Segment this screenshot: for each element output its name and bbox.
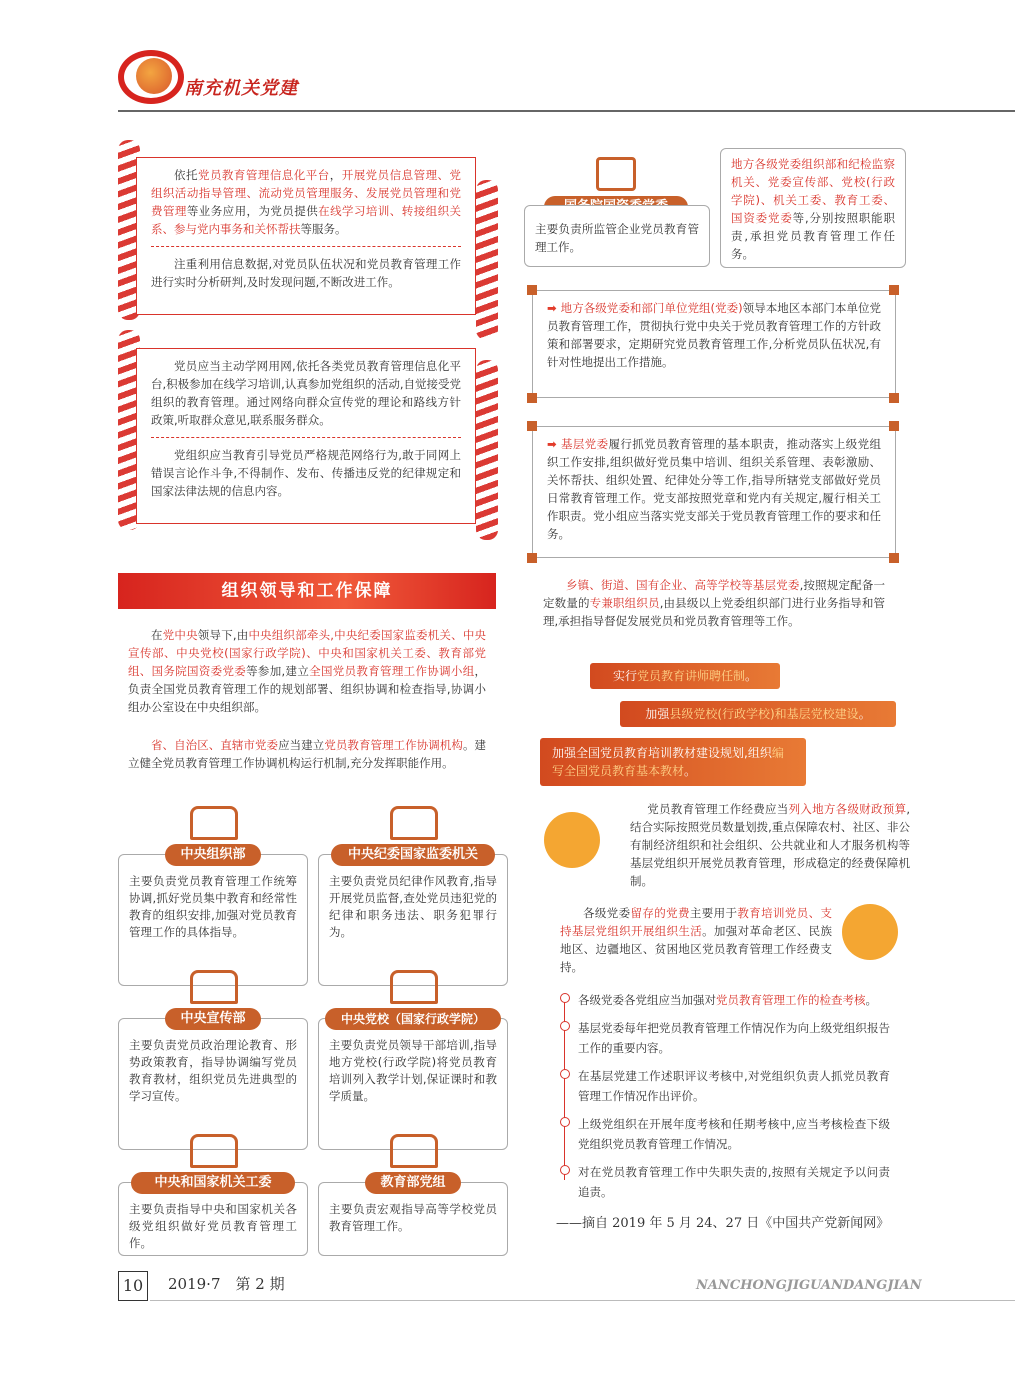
- highlight-text: 地方各级党委和部门单位党组(党委): [560, 301, 743, 315]
- department-desc: 主要负责指导中央和国家机关各级党组织做好党员教育管理工作。: [129, 1202, 297, 1250]
- arrow-right-icon: ➡: [547, 301, 561, 315]
- body-text: 上级党组织在开展年度考核和任期考核中,应当考核检查下级党组织党员教育管理工作情况。: [578, 1117, 890, 1151]
- network-behavior-paragraph: 党组织应当教育引导党员严格规范网络行为,敢于同网上错误言论作斗争,不得制作、发布、传播违反党的纪律规定和国家法律法规的信息内容。: [151, 448, 461, 498]
- list-item-text: [578, 1117, 890, 1151]
- textbook-banner: 加强全国党员教育培训教材建设规划,组织编写全国党员教育基本教材。: [540, 738, 806, 786]
- list-item-text: [578, 993, 877, 1007]
- body-text: 在基层党建工作述职评议考核中,对党组织负责人抓党员教育管理工作情况作出评价。: [578, 1069, 890, 1103]
- people-icon: [190, 806, 238, 840]
- corner-square-decoration: [889, 421, 899, 431]
- department-desc-box: [118, 854, 308, 986]
- list-item: [560, 1018, 890, 1058]
- highlight-text: 中央组织部牵头,中央纪委国家监委机关、中央宣传部、中央党校(国家行政学院)、中央和国家机关工委、教育部党组、国务院国资委党委: [128, 628, 487, 678]
- body-text: 。加强对革命老区、民族地区、边疆地区、贫困地区党员教育管理工作经费支持。: [560, 924, 833, 974]
- highlight-text: 党中央: [162, 628, 198, 642]
- body-text: 领导下,由: [197, 628, 249, 642]
- list-item: [560, 1114, 890, 1154]
- circle-bullet-icon: [560, 1021, 570, 1031]
- header-divider: [118, 110, 1015, 112]
- body-text: 基层党委每年把党员教育管理工作情况作为向上级党组织报告工作的重要内容。: [578, 1021, 890, 1055]
- department-desc: 主要负责党员教育管理工作统筹协调,抓好党员集中教育和经常性教育的组织安排,加强对党员教育管理工作的具体指导。: [129, 874, 297, 939]
- footer-brand: NANCHONGJIGUANDANGJIAN: [696, 1278, 922, 1293]
- department-desc: 主要负责宏观指导高等学校党员教育管理工作。: [329, 1202, 497, 1233]
- highlight-text: 全国党员教育管理工作协调小组: [309, 664, 475, 678]
- logo-ball-icon: [136, 58, 172, 94]
- issue-info: 2019·7 第 2 期: [168, 1275, 285, 1293]
- list-item-text: [578, 1021, 890, 1055]
- body-text: 党员教育管理工作经费应当: [647, 802, 789, 816]
- list-item-text: [578, 1165, 890, 1199]
- department-label: 中央党校（国家行政学院）: [325, 1008, 501, 1030]
- circle-bullet-icon: [560, 1165, 570, 1175]
- data-analysis-paragraph: 注重利用信息数据,对党员队伍状况和党员教育管理工作进行实时分析研判,及时发现问题,不断改进工作。: [151, 257, 461, 289]
- circle-bullet-icon: [560, 1069, 570, 1079]
- local-party-committee-box: [532, 290, 896, 398]
- inspection-list: [560, 990, 890, 1210]
- body-text: 履行抓党员教育管理的基本职责，推动落实上级党组织工作安排,组织做好党员集中培训、组织关系管理、表彰激励、关怀帮扶、组织处置、纪律处分等工作,指导所辖党支部做好党员日常教育管理工作。党支部按照党章和党内有关规定,履行相关工作职责。党小组应当落实党支部关于党员教育管理工作的要求和任务。: [547, 437, 882, 541]
- body-text: 等,分别按照职能职责,承担党员教育管理工作任务。: [731, 211, 895, 261]
- corner-square-decoration: [527, 421, 537, 431]
- body-text: ,由县级以上党委组织部门进行业务指导和管理,承担指导督促发展党员和党员教育管理等工作。: [543, 596, 886, 628]
- inspection-doc-icon: [390, 806, 438, 840]
- department-desc-box: [318, 854, 508, 986]
- info-platform-box: [136, 157, 476, 315]
- body-text: 领导本地区本部门本单位党员教育管理工作，贯彻执行党中央关于党员教育管理工作的方针政策和部署要求，定期研究党员教育管理工作,分析党员队伍状况,有针对性地提出工作措施。: [547, 301, 882, 369]
- arrow-right-icon: ➡: [547, 437, 562, 451]
- magazine-title: 南充机关党建: [184, 78, 298, 99]
- list-item: [560, 1066, 890, 1106]
- department-label: 中央和国家机关工委: [131, 1172, 295, 1194]
- grassroots-committee-text: [547, 437, 881, 541]
- highlight-text: 乡镇、街道、国有企业、高等学校等基层党委: [566, 578, 800, 592]
- corner-square-decoration: [527, 285, 537, 295]
- highlight-text: 地方各级党委组织部和纪检监察机关、党委宣传部、党校(行政学院)、机关工委、教育工委、国资委党委: [731, 157, 895, 225]
- department-label: 中央组织部: [165, 844, 261, 866]
- department-label: 中央宣传部: [165, 1008, 261, 1030]
- corner-square-decoration: [889, 393, 899, 403]
- corner-square-decoration: [889, 285, 899, 295]
- circle-bullet-icon: [560, 993, 570, 1003]
- party-fee-paragraph: [560, 904, 832, 976]
- laurel-right-decoration: [476, 360, 498, 540]
- body-text: ，: [329, 168, 342, 182]
- body-text: 各级党委各党组应当加强对: [578, 993, 716, 1007]
- highlight-text: 列入地方各级财政预算: [788, 802, 907, 816]
- highlight-text: 党员教育管理工作的检查考核: [716, 993, 866, 1007]
- highlight-text: 在线学习培训、转接组织关系、参与党内事务和关怀帮扶: [151, 204, 462, 236]
- body-text: 主要用于: [689, 906, 738, 920]
- body-text: 。建立健全党员教育管理工作协调机构运行机制,充分发挥职能作用。: [128, 738, 487, 770]
- body-text: 各级党委: [583, 906, 631, 920]
- dashed-divider: [151, 437, 461, 438]
- highlight-text: 党员教育管理工作协调机构: [324, 738, 463, 752]
- body-text: ，负责全国党员教育管理工作的规划部署、组织协调和检查指导,协调小组办公室设在中央组织部。: [128, 664, 487, 714]
- laurel-right-decoration: [476, 180, 498, 340]
- books-icon: [390, 970, 438, 1004]
- open-book-icon: [190, 1134, 238, 1168]
- list-item-text: [578, 1069, 890, 1103]
- body-text: 依托: [174, 168, 198, 182]
- footer-divider: [150, 1300, 1015, 1301]
- source-note: ——摘自 2019 年 5 月 24、27 日《中国共产党新闻网》: [556, 1216, 890, 1231]
- document-pen-icon: [596, 157, 636, 191]
- funding-paragraph: [560, 800, 910, 890]
- corner-square-decoration: [527, 393, 537, 403]
- highlight-text: 基层党委: [561, 437, 609, 451]
- body-text: ,结合实际按照党员数量划拨,重点保障农村、社区、非公有制经济组织和社会组织、公共就业和人才服务机构等基层党组织开展党员教育管理，形成稳定的经费保障机制。: [630, 802, 911, 888]
- highlight-text: 留存的党费: [630, 906, 690, 920]
- body-text: 在: [151, 628, 163, 642]
- department-desc: 主要负责党员领导干部培训,指导地方党校(行政学院)将党员教育培训列入教学计划,保证课时和教学质量。: [329, 1038, 497, 1103]
- local-orgs-text: [731, 157, 895, 261]
- body-text: ,按照规定配备一定数量的: [543, 578, 886, 610]
- megaphone-icon: [190, 970, 238, 1004]
- corner-square-decoration: [527, 553, 537, 563]
- dashed-divider: [151, 246, 461, 247]
- body-text: 等业务应用，为党员提供: [186, 204, 319, 218]
- department-desc: 主要负责党员纪律作风教育,指导开展党员监督,查处党员违犯党的纪律和职务违法、职务犯罪行为。: [329, 874, 497, 939]
- lecturer-system-banner: 实行党员教育讲师聘任制。: [590, 663, 780, 689]
- sasac-desc: 主要负责所监管企业党员教育管理工作。: [535, 222, 699, 254]
- local-orgs-box: [720, 148, 906, 268]
- highlight-text: 省、自治区、直辖市党委: [151, 738, 279, 752]
- highlight-text: 专兼职组织员: [589, 596, 660, 610]
- info-platform-paragraph: [151, 166, 461, 238]
- department-label: 教育部党组: [365, 1172, 461, 1194]
- list-item: [560, 1162, 890, 1202]
- highlight-text: 教育培训党员、支持基层党组织开展组织生活: [560, 906, 832, 938]
- sasac-desc-box: [524, 205, 710, 267]
- corner-square-decoration: [889, 553, 899, 563]
- highlight-text: 开展党员信息管理、党组织活动指导管理、流动党员管理服务、发展党员管理和党费管理: [151, 168, 462, 218]
- reading-person-icon: [842, 904, 898, 960]
- department-desc: 主要负责党员政治理论教育、形势政策教育，指导协调编写党员教育教材，组织党员先进典型的学习宣传。: [129, 1038, 297, 1103]
- circle-bullet-icon: [560, 1117, 570, 1127]
- body-text: 。: [865, 993, 877, 1007]
- body-text: 对在党员教育管理工作中失职失责的,按照有关规定予以问责追责。: [578, 1165, 890, 1199]
- provincial-coordination-paragraph: [128, 736, 486, 772]
- body-text: 应当建立: [278, 738, 325, 752]
- body-text: 等参加,建立: [246, 664, 310, 678]
- department-desc-box: [318, 1018, 508, 1150]
- department-desc-box: [118, 1018, 308, 1150]
- party-school-banner: 加强县级党校(行政学校)和基层党校建设。: [620, 701, 896, 727]
- organizers-paragraph: [543, 576, 885, 630]
- network-box: [136, 348, 476, 524]
- highlight-text: 党员教育管理信息化平台: [197, 168, 330, 182]
- coordination-group-paragraph: [128, 626, 486, 716]
- network-learning-paragraph: 党员应当主动学网用网,依托各类党员教育管理信息化平台,积极参加在线学习培训,认真参加党组织的活动,自觉接受党组织的教育管理。通过网络向群众宣传党的理论和路线方针政策,听取群众意见,联系服务群众。: [151, 359, 461, 427]
- section-title: 组织领导和工作保障: [118, 573, 496, 609]
- body-text: 等服务。: [300, 222, 347, 236]
- classroom-icon: [390, 1134, 438, 1168]
- department-label: 中央纪委国家监委机关: [331, 844, 495, 866]
- list-item: [560, 990, 890, 1010]
- page-number: 10: [118, 1271, 148, 1301]
- grassroots-committee-box: [532, 426, 896, 558]
- local-party-committee-text: [547, 301, 881, 369]
